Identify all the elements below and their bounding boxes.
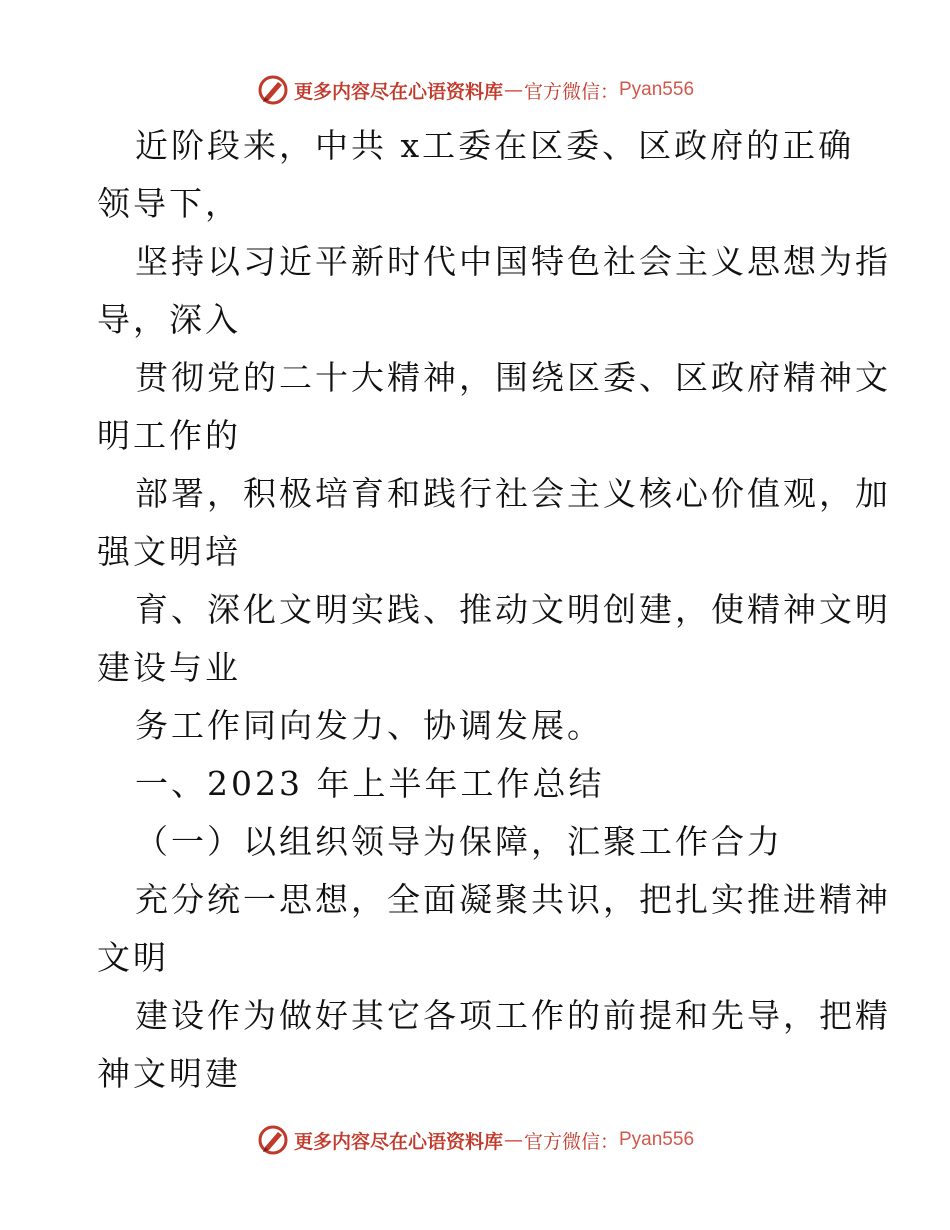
header-banner — [0, 70, 950, 110]
text-line: 建设与业 — [97, 648, 241, 687]
text-line: 务工作同向发力、协调发展。 — [135, 706, 603, 745]
footer-site-name: 更多内容尽在心语资料库 — [293, 1130, 503, 1153]
header-site-name: 更多内容尽在心语资料库 — [293, 80, 503, 103]
text-line: 坚持以习近平新时代中国特色社会主义思想为指 — [135, 242, 891, 281]
text-line: 导，深入 — [97, 300, 241, 339]
header-dash: — — [503, 79, 523, 101]
text-line: 充分统一思想，全面凝聚共识，把扎实推进精神 — [135, 880, 891, 919]
body-text — [97, 117, 891, 1103]
text-line: 贯彻党的二十大精神，围绕区委、区政府精神文 — [135, 358, 891, 397]
text-line: （一）以组织领导为保障，汇聚工作合力 — [135, 822, 783, 861]
text-line: 育、深化文明实践、推动文明创建，使精神文明 — [135, 590, 891, 629]
footer-dash: — — [503, 1129, 523, 1151]
pen-logo-icon — [256, 1123, 290, 1157]
footer-banner — [0, 1120, 950, 1160]
header-wechat-id: Pyan556 — [619, 79, 695, 100]
text-line: 近阶段来，中共 x工委在区委、区政府的正确 — [135, 126, 855, 165]
text-line: 明工作的 — [97, 416, 241, 455]
text-line: 文明 — [97, 938, 169, 977]
text-line: 一、2023 年上半年工作总结 — [135, 764, 605, 803]
footer-wechat-label: 官方微信： — [523, 1130, 619, 1153]
pen-logo-icon — [256, 73, 290, 107]
text-line: 部署，积极培育和践行社会主义核心价值观，加 — [135, 474, 891, 513]
text-line: 建设作为做好其它各项工作的前提和先导，把精 — [135, 996, 891, 1035]
text-line: 强文明培 — [97, 532, 241, 571]
header-wechat-label: 官方微信： — [523, 80, 619, 103]
text-line: 领导下， — [97, 184, 241, 223]
footer-wechat-id: Pyan556 — [619, 1129, 695, 1150]
text-line: 神文明建 — [97, 1054, 241, 1093]
